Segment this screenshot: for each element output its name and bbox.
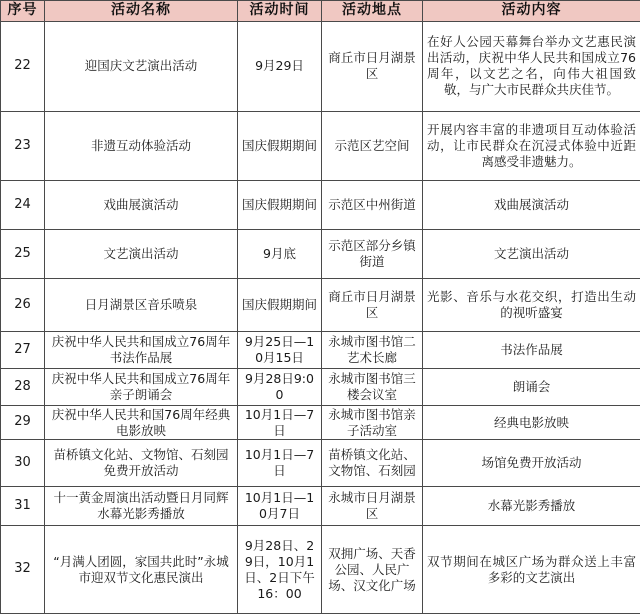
row-time: 9月底: [238, 230, 322, 279]
row-content: 朗诵会: [423, 368, 640, 405]
row-place: 双拥广场、天香公园、人民广场、汉文化广场: [322, 526, 423, 614]
row-content: 双节期间在城区广场为群众送上丰富多彩的文艺演出: [423, 526, 640, 614]
row-time: 国庆假期期间: [238, 279, 322, 332]
row-time: 9月25日—10月15日: [238, 332, 322, 369]
row-no: 22: [1, 22, 45, 112]
table-row: [1, 487, 640, 526]
row-no: 32: [1, 526, 45, 614]
row-no: 23: [1, 111, 45, 180]
row-content: 文艺演出活动: [423, 230, 640, 279]
header-content: 活动内容: [423, 1, 640, 22]
row-place: 商丘市日月湖景区: [322, 22, 423, 112]
table-row: [1, 279, 640, 332]
header-time: 活动时间: [238, 1, 322, 22]
row-no: 27: [1, 332, 45, 369]
table-row: [1, 111, 640, 180]
table-row: [1, 440, 640, 487]
row-no: 25: [1, 230, 45, 279]
row-place: 示范区部分乡镇街道: [322, 230, 423, 279]
header-no: 序号: [1, 1, 45, 22]
header-name: 活动名称: [45, 1, 238, 22]
row-content: 场馆免费开放活动: [423, 440, 640, 487]
row-time: 9月28日9:00: [238, 368, 322, 405]
row-time: 10月1日—10月7日: [238, 487, 322, 526]
row-no: 24: [1, 181, 45, 230]
row-time: 国庆假期期间: [238, 111, 322, 180]
row-no: 29: [1, 405, 45, 440]
row-no: 26: [1, 279, 45, 332]
row-content: 戏曲展演活动: [423, 181, 640, 230]
row-name: 庆祝中华人民共和国成立76周年亲子朗诵会: [45, 368, 238, 405]
table-row: [1, 332, 640, 369]
row-content: 开展内容丰富的非遗项目互动体验活动，让市民群众在沉浸式体验中近距离感受非遗魅力。: [423, 111, 640, 180]
row-time: 10月1日—7日: [238, 405, 322, 440]
row-name: 日月湖景区音乐喷泉: [45, 279, 238, 332]
table-row: [1, 230, 640, 279]
row-time: 9月29日: [238, 22, 322, 112]
row-place: 示范区中州街道: [322, 181, 423, 230]
row-content: 经典电影放映: [423, 405, 640, 440]
row-time: 10月1日—7日: [238, 440, 322, 487]
row-no: 28: [1, 368, 45, 405]
table-row: [1, 368, 640, 405]
row-place: 永城市图书馆亲子活动室: [322, 405, 423, 440]
row-name: 非遗互动体验活动: [45, 111, 238, 180]
row-time: 9月28日、29日，10月1日、2日下午16：00: [238, 526, 322, 614]
row-content: 光影、音乐与水花交织，打造出生动的视听盛宴: [423, 279, 640, 332]
table-row: [1, 22, 640, 112]
row-content: 水幕光影秀播放: [423, 487, 640, 526]
row-place: 永城市日月湖景区: [322, 487, 423, 526]
row-name: 十一黄金周演出活动暨日月同辉水幕光影秀播放: [45, 487, 238, 526]
row-no: 30: [1, 440, 45, 487]
row-content: 在好人公园天幕舞台举办文艺惠民演出活动，庆祝中华人民共和国成立76周年，以文艺之名，向伟大祖国致敬，与广大市民群众共庆佳节。: [423, 22, 640, 112]
row-name: 戏曲展演活动: [45, 181, 238, 230]
row-place: 示范区艺空间: [322, 111, 423, 180]
header-place: 活动地点: [322, 1, 423, 22]
row-name: 迎国庆文艺演出活动: [45, 22, 238, 112]
row-name: 庆祝中华人民共和国成立76周年书法作品展: [45, 332, 238, 369]
table-row: [1, 526, 640, 614]
table-row: [1, 405, 640, 440]
row-place: 永城市图书馆三楼会议室: [322, 368, 423, 405]
row-name: “月满人团圆，家国共此时”永城市迎双节文化惠民演出: [45, 526, 238, 614]
row-place: 苗桥镇文化站、文物馆、石刻园: [322, 440, 423, 487]
row-name: 苗桥镇文化站、文物馆、石刻园免费开放活动: [45, 440, 238, 487]
row-time: 国庆假期期间: [238, 181, 322, 230]
table-row: [1, 181, 640, 230]
row-place: 商丘市日月湖景区: [322, 279, 423, 332]
row-name: 庆祝中华人民共和国76周年经典电影放映: [45, 405, 238, 440]
row-no: 31: [1, 487, 45, 526]
header-row: [1, 1, 640, 22]
row-name: 文艺演出活动: [45, 230, 238, 279]
row-place: 永城市图书馆二艺术长廊: [322, 332, 423, 369]
row-content: 书法作品展: [423, 332, 640, 369]
